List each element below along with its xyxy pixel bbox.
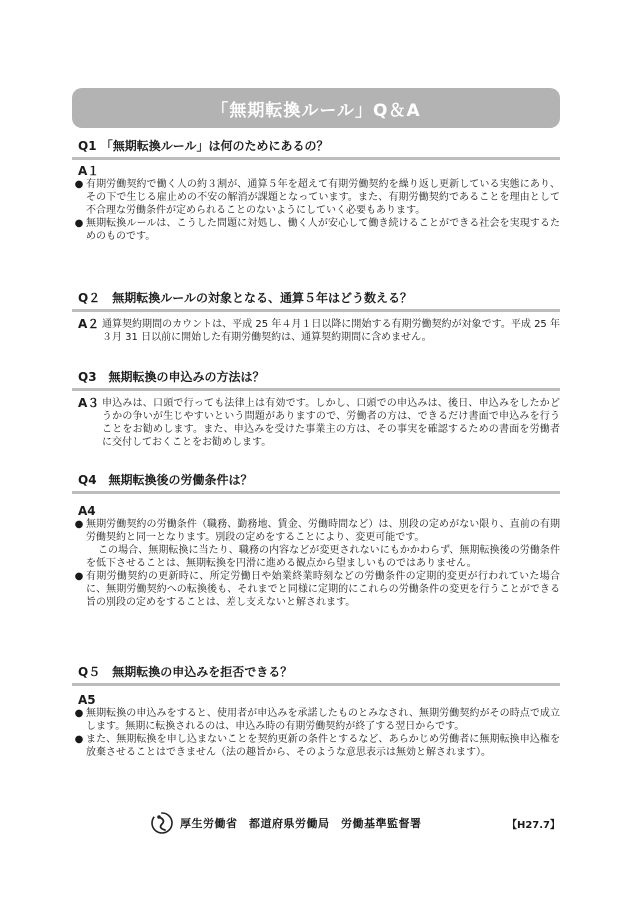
q1-question: Q1 「無期転換ルール」は何のためにあるの？	[78, 139, 329, 153]
q2-divider	[72, 309, 560, 312]
q1-divider	[72, 157, 560, 160]
q2-answer	[72, 318, 560, 344]
q4-bullet	[72, 518, 560, 544]
q5-bullet	[72, 707, 560, 733]
bullet-icon: ●	[74, 218, 84, 229]
q4-bullet-text: 無期労働契約の労働条件（職務、勤務地、賃金、労働時間など）は、別段の定めがない限り、直前の有期労働契約と同一となります。別段の定めをすることにより、変更可能です。	[86, 519, 560, 543]
issuer-organizations: 厚生労働省 都道府県労働局 労働基準監督署	[180, 817, 422, 830]
q2-section	[72, 291, 560, 344]
q4-divider	[72, 491, 560, 494]
q5-answer-label: A5	[78, 693, 96, 707]
q1-bullet-text: 無期転換ルールは、こうした問題に対処し、働く人が安心して働き続けることができる社会を実現するためのものです。	[86, 218, 560, 242]
q4-bullet-continuation: この場合、無期転換に当たり、職務の内容などが変更されないにもかかわらず、無期転換後の労働条件を低下させることは、無期転換を円滑に進める観点から望ましいものではありません。	[86, 545, 560, 569]
q5-bullet-text: 無期転換の申込みをすると、使用者が申込みを承諾したものとみなされ、無期労働契約がその時点で成立します。無期に転換されるのは、申込み時の有期労働契約が終了する翌日からです。	[86, 708, 560, 732]
page-title: 「無期転換ルール」Q＆A	[211, 100, 421, 121]
footer	[150, 810, 560, 836]
q4-bullet-text: 有期労働契約の更新時に、所定労働日や始業終業時刻などの労働条件の定期的変更が行われていた場合に、無期労働契約への転換後も、それまでと同様に定期的にこれらの労働条件の変更を行うことができる旨の別段の定めをすることは、差し支えないと解されます。	[86, 571, 560, 608]
publication-date: 【H27.7】	[506, 819, 560, 831]
q1-bullet-text: 有期労働契約で働く人の約３割が、通算５年を超えて有期労働契約を繰り返し更新している実態にあり、その下で生じる雇止めの不安の解消が課題となっています。また、有期労働契約であることを理由として不合理な労働条件が定められることのないようにしていく必要もあります。	[86, 179, 560, 216]
q5-divider	[72, 683, 560, 686]
q4-question: Q4 無期転換後の労働条件は？	[78, 473, 253, 487]
bullet-icon: ●	[74, 708, 84, 719]
q3-section	[72, 370, 560, 449]
bullet-icon: ●	[74, 519, 84, 530]
q5-section	[72, 665, 560, 759]
q5-question: Q５ 無期転換の申込みを拒否できる？	[78, 665, 293, 679]
q5-bullet-text: また、無期転換を申し込まないことを契約更新の条件とするなど、あらかじめ労働者に無期転換申込権を放棄させることはできません（法の趣旨から、そのような意思表示は無効と解されます）。	[86, 734, 560, 758]
q3-divider	[72, 388, 560, 391]
bullet-icon: ●	[74, 734, 84, 745]
q1-section	[72, 139, 560, 243]
q3-question: Q3 無期転換の申込みの方法は？	[78, 370, 265, 384]
q3-answer	[72, 397, 560, 449]
ministry-logo-icon	[150, 811, 174, 835]
q5-bullet	[72, 733, 560, 759]
q4-bullet	[72, 570, 560, 609]
q3-answer-label: A３	[78, 396, 100, 410]
q1-bullet	[72, 217, 560, 243]
bullet-icon: ●	[74, 571, 84, 582]
q1-answer-label: A１	[78, 164, 100, 178]
q1-bullet	[72, 178, 560, 217]
page-title-banner	[72, 88, 560, 128]
q4-section	[72, 473, 560, 609]
q2-question: Q２ 無期転換ルールの対象となる、通算５年はどう数える？	[78, 291, 412, 305]
q2-answer-label: A２	[78, 317, 100, 331]
q4-answer-label: A4	[78, 504, 96, 518]
q3-answer-text: 申込みは、口頭で行っても法律上は有効です。しかし、口頭での申込みは、後日、申込みをしたかどうかの争いが生じやすいという問題がありますので、労働者の方は、できるだけ書面で申込みを行うことをお勧めします。また、申込みを受けた事業主の方は、その事実を確認するための書面を労働者に交付しておくことをお勧めします。	[102, 398, 560, 448]
bullet-icon: ●	[74, 179, 84, 190]
q2-answer-text: 通算契約期間のカウントは、平成 25 年４月１日以降に開始する有期労働契約が対象です。平成 25 年３月 31 日以前に開始した有期労働契約は、通算契約期間に含めません。	[102, 319, 560, 343]
